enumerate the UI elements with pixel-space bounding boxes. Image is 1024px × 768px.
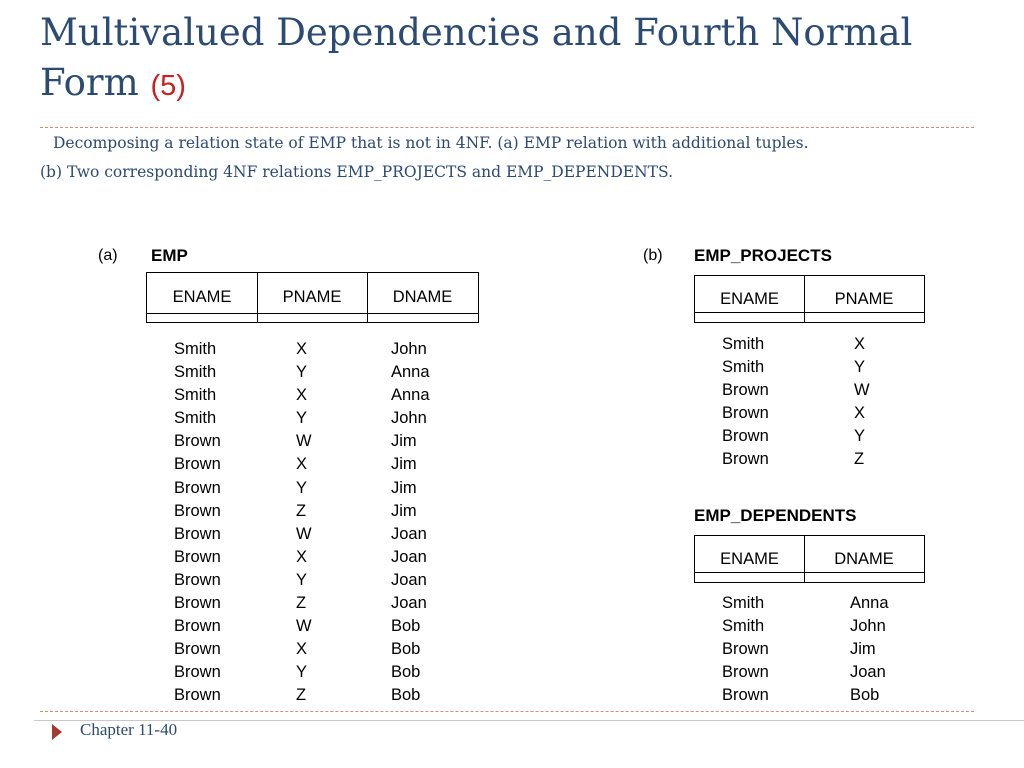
table-cell: Bob [391,640,421,659]
relation-name-emp: EMP [151,246,188,265]
table-cell: Anna [391,363,430,382]
table-cell: Z [296,501,307,520]
table-cell: Brown [174,594,221,613]
footer-chapter-label: Chapter 11-40 [80,720,178,739]
top-divider [40,127,974,128]
table-cell: Brown [174,501,221,520]
table-cell: Brown [174,478,221,497]
slide-number-badge: (5) [150,70,186,102]
table-cell: John [391,340,427,358]
table-cell: Brown [722,640,769,659]
caption-line-1: Decomposing a relation state of EMP that is not in 4NF. (a) EMP relation with additional tuples. [53,134,809,152]
emp-projects-column-ename [722,333,769,472]
table-cell: Smith [174,363,217,382]
table-cell: W [296,617,312,636]
table-cell: Brown [174,455,221,474]
table-cell: Jim [391,432,417,451]
emp-header-underline [147,313,478,314]
figure-label-b: (b) [643,247,663,264]
emp-header [146,272,479,323]
table-cell: Smith [174,340,217,358]
table-cell: Jim [391,455,417,474]
table-cell: Brown [722,450,769,469]
table-cell: Joan [391,570,427,589]
emp-dependents-header-ename: ENAME [720,549,779,568]
table-cell: Anna [391,386,430,405]
emp-dependents-column-ename [722,592,769,707]
emp-projects-header-pname: PNAME [834,289,894,308]
table-cell: Joan [850,663,886,682]
table-cell: Brown [174,432,221,451]
table-cell: W [854,381,870,400]
figure-caption [40,129,1000,187]
table-cell: Jim [850,640,876,659]
table-cell: Z [296,594,307,613]
table-cell: Brown [174,640,221,659]
table-cell: Z [296,686,307,705]
slide-title [40,8,1000,111]
table-cell: Anna [850,594,889,612]
emp-projects-header [694,275,925,323]
table-cell: Joan [391,547,427,566]
table-cell: Y [296,663,308,682]
table-cell: Bob [391,686,421,705]
table-cell: Brown [174,686,221,705]
emp-header-dname: DNAME [392,288,453,306]
table-cell: X [854,335,866,353]
emp-projects-header-ename: ENAME [720,289,779,308]
caption-line-2: (b) Two corresponding 4NF relations EMP_PROJECTS and EMP_DEPENDENTS. [40,163,673,181]
table-cell: Brown [174,570,221,589]
table-cell: Z [854,450,865,469]
table-cell: Y [296,363,308,382]
table-cell: X [296,455,308,474]
table-cell: Smith [174,386,217,405]
table-cell: Smith [722,335,765,353]
table-cell: Smith [174,409,217,428]
table-cell: Jim [391,478,417,497]
slide-title-text: Multivalued Dependencies and Fourth Normal Form [40,11,913,104]
emp-header-ename: ENAME [172,288,232,306]
table-cell: Brown [174,524,221,543]
table-cell: X [296,340,308,358]
table-cell: Y [296,409,308,428]
table-cell: John [850,617,886,636]
emp-dependents-header-underline [695,572,924,573]
table-cell: Y [296,478,308,497]
table-cell: Smith [722,617,765,636]
emp-column-ename [174,338,221,708]
emp-header-pname: PNAME [282,288,342,306]
emp-dependents-header-dname: DNAME [834,549,894,568]
emp-dependents-header [694,535,925,583]
figure-label-a: (a) [98,247,118,264]
table-cell: W [296,524,312,543]
table-cell: X [854,404,866,423]
footer-line [34,720,1024,721]
table-cell: X [296,547,308,566]
table-cell: Bob [850,686,880,705]
table-cell: Brown [722,686,769,705]
table-cell: Brown [722,381,769,400]
relation-name-emp-dependents: EMP_DEPENDENTS [694,506,857,525]
emp-projects-header-underline [695,312,924,313]
table-cell: X [296,386,308,405]
table-cell: Jim [391,501,417,520]
table-cell: Bob [391,663,421,682]
table-cell: Joan [391,594,427,613]
table-cell: Y [854,427,866,446]
triangle-bullet-icon [52,724,62,740]
emp-dependents-column-dname [850,592,889,707]
table-cell: Brown [174,617,221,636]
table-cell: Brown [722,427,769,446]
bottom-divider [40,711,974,712]
table-cell: Smith [722,358,765,377]
table-cell: Smith [722,594,765,612]
table-cell: Brown [174,663,221,682]
emp-projects-column-pname [854,333,870,472]
emp-column-dname [391,338,430,708]
table-cell: John [391,409,427,428]
table-cell: Brown [722,404,769,423]
emp-column-pname [296,338,312,708]
table-cell: Brown [722,663,769,682]
table-cell: Joan [391,524,427,543]
table-cell: W [296,432,312,451]
table-cell: Brown [174,547,221,566]
table-cell: Y [296,570,308,589]
table-cell: Bob [391,617,421,636]
table-cell: Y [854,358,866,377]
table-cell: X [296,640,308,659]
relation-name-emp-projects: EMP_PROJECTS [694,246,832,265]
